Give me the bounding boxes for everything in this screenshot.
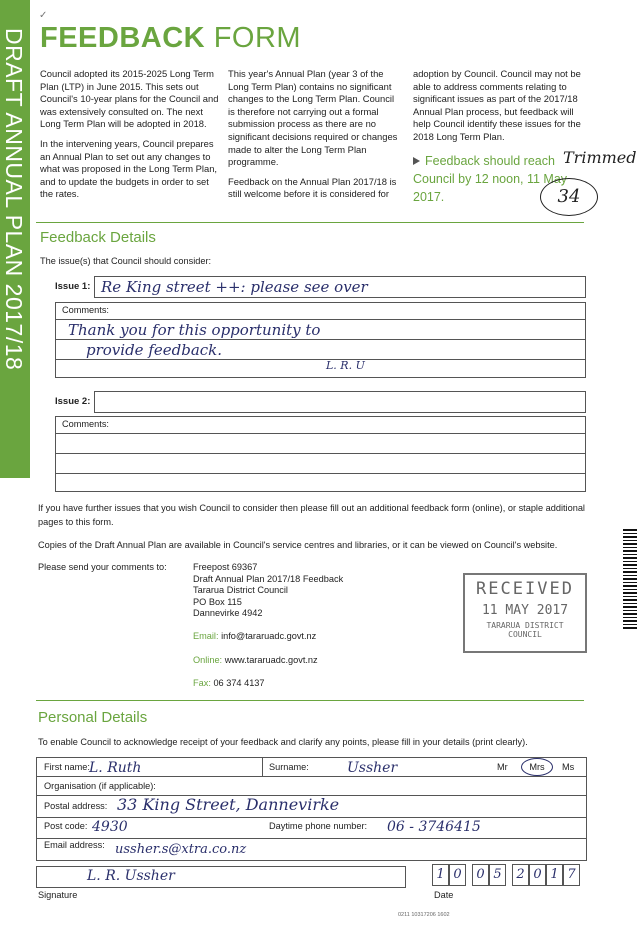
- divider: [262, 758, 263, 776]
- issue1-value: Re King street ++: please see over: [101, 278, 368, 296]
- copies-text: Copies of the Draft Annual Plan are available in Council's service centres and libraries, or it can be viewed on Council's website.: [38, 540, 558, 550]
- signature-value: L. R. Ussher: [87, 868, 175, 884]
- intro-column-3: [413, 68, 583, 151]
- issue1-label: Issue 1:: [55, 281, 91, 292]
- surname-field[interactable]: Ussher: [347, 760, 398, 776]
- fax-label: Fax:: [193, 678, 211, 688]
- issue2-label: Issue 2:: [55, 396, 91, 407]
- date-field[interactable]: [432, 864, 580, 886]
- intro-paragraph: adoption by Council. Council may not be able to address comments relating to significant issues as part of the 2017/18 Annual Plan process, but feedback will help Council identify these issues for the 2018 Long Term Plan.: [413, 68, 581, 142]
- date-digit: 0: [449, 864, 466, 886]
- deadline-text: Feedback should reach Council by 12 noon, 11 May 2017.: [413, 154, 568, 204]
- send-email: [193, 631, 316, 641]
- feedback-details-title: Feedback Details: [40, 229, 156, 246]
- divider: [36, 700, 584, 701]
- send-address: [193, 562, 343, 620]
- further-issues-text: If you have further issues that you wish Council to consider then please fill out an additional feedback form (online), or staple additional pages to this form.: [38, 503, 585, 527]
- address-line: Freepost 69367: [193, 562, 258, 572]
- phone-label: Daytime phone number:: [269, 821, 368, 831]
- intro-column-1: [40, 68, 220, 208]
- title-thin: FORM: [213, 22, 302, 54]
- received-stamp: [463, 573, 587, 653]
- surname-label: Surname:: [269, 762, 309, 772]
- date-digit: 7: [563, 864, 580, 886]
- first-name-field[interactable]: L. Ruth: [89, 760, 142, 776]
- organisation-label: Organisation (if applicable):: [44, 781, 156, 791]
- online-value[interactable]: www.tararuadc.govt.nz: [224, 655, 318, 665]
- title-option-mr[interactable]: Mr: [497, 762, 508, 772]
- sidebar-band: [0, 0, 30, 478]
- email-address-label: Email address:: [44, 840, 105, 850]
- page-title: [40, 22, 301, 55]
- date-digit: 1: [432, 864, 449, 886]
- intro-column-2: [228, 68, 398, 208]
- comments2-field[interactable]: [55, 416, 586, 492]
- address-line: Tararua District Council: [193, 585, 288, 595]
- sidebar-title: DRAFT ANNUAL PLAN 2017/18: [1, 28, 27, 371]
- email-value[interactable]: info@tararuadc.govt.nz: [221, 631, 317, 641]
- line: [37, 776, 586, 777]
- first-name-label: First name:: [44, 762, 90, 772]
- handwritten-number: 34: [557, 186, 581, 207]
- line: [56, 473, 585, 474]
- fax-value: 06 374 4137: [213, 678, 265, 688]
- address-line: Dannevirke 4942: [193, 608, 263, 618]
- line: [37, 817, 586, 818]
- date-digit: 1: [546, 864, 563, 886]
- date-digit: 0: [472, 864, 489, 886]
- phone-field[interactable]: 06 - 3746415: [387, 819, 481, 835]
- title-option-ms[interactable]: Ms: [562, 762, 575, 772]
- line: [37, 838, 586, 839]
- personal-details-title: Personal Details: [38, 709, 148, 726]
- intro-paragraph: This year's Annual Plan (year 3 of the Long Term Plan) contains no significant changes to the Long Term Plan. Council is therefore not carrying out a formal submission process as there are no significant decisions required or changes made to alter the Long Term Plan programme.: [228, 68, 398, 168]
- comments1-line1: Thank you for this opportunity to: [68, 321, 321, 339]
- line: [56, 433, 585, 434]
- signature-label: Signature: [38, 890, 78, 900]
- intro-paragraph: Council adopted its 2015-2025 Long Term Plan (LTP) in June 2015. This sets out Council's 10-year plans for the Council and was extensively consulted on. The next Long Term Plan will be adopted in 2018.: [40, 68, 219, 130]
- send-fax: [193, 678, 265, 688]
- comments1-line2: provide feedback.: [86, 341, 223, 359]
- arrow-right-icon: [413, 157, 420, 165]
- address-line: Draft Annual Plan 2017/18 Feedback: [193, 573, 344, 584]
- email-label: Email:: [193, 631, 219, 641]
- footer-code: 0211 10317206 1602: [398, 912, 450, 918]
- date-digit: 0: [529, 864, 546, 886]
- divider: [36, 222, 584, 223]
- stamp-line4: COUNCIL: [508, 630, 542, 639]
- corner-mark: ✓: [39, 10, 48, 21]
- line: [56, 319, 585, 320]
- line: [56, 339, 585, 340]
- feedback-prompt: The issue(s) that Council should consider:: [40, 256, 212, 266]
- issue1-field[interactable]: [94, 276, 586, 298]
- send-label: Please send your comments to:: [38, 562, 167, 572]
- signature-field[interactable]: [36, 866, 406, 888]
- intro-paragraph: In the intervening years, Council prepares an Annual Plan to set out any changes to what was proposed in the Long Term Plan, and to update the budgets in order to set the rates.: [40, 137, 218, 200]
- stamp-line2: 11 MAY 2017: [481, 603, 569, 618]
- title-option-mrs: Mrs: [529, 762, 545, 772]
- issue2-field[interactable]: [94, 391, 586, 413]
- personal-intro: To enable Council to acknowledge receipt of your feedback and clarify any points, please fill in your details (print clearly).: [38, 737, 528, 747]
- online-label: Online:: [193, 655, 223, 665]
- comments1-sign: L. R. U: [326, 359, 365, 372]
- handwritten-trimmed: Trimmed: [563, 148, 637, 167]
- stamp-line1: RECEIVED: [476, 579, 574, 599]
- address-line: PO Box 115: [193, 596, 242, 607]
- comments1-label: Comments:: [62, 305, 109, 315]
- postal-address-label: Postal address:: [44, 801, 108, 811]
- post-code-field[interactable]: 4930: [92, 819, 128, 835]
- title-option-mrs-circle[interactable]: [521, 758, 553, 776]
- stamp-line3: TARARUA DISTRICT: [486, 621, 564, 630]
- postal-address-field[interactable]: 33 King Street, Dannevirke: [117, 795, 340, 814]
- send-online: [193, 655, 318, 665]
- line: [56, 359, 585, 360]
- date-digit: 2: [512, 864, 529, 886]
- date-label: Date: [434, 890, 454, 900]
- personal-form: [36, 757, 587, 861]
- barcode: [623, 529, 637, 629]
- email-address-field[interactable]: ussher.s@xtra.co.nz: [115, 842, 247, 857]
- comments1-field[interactable]: [55, 302, 586, 378]
- line: [56, 453, 585, 454]
- post-code-label: Post code:: [44, 821, 88, 831]
- date-digit: 5: [489, 864, 506, 886]
- handwritten-circle: [540, 178, 598, 216]
- comments2-label: Comments:: [62, 419, 109, 429]
- intro-paragraph: Feedback on the Annual Plan 2017/18 is still welcome before it is considered for: [228, 175, 397, 200]
- title-bold: FEEDBACK: [40, 22, 206, 54]
